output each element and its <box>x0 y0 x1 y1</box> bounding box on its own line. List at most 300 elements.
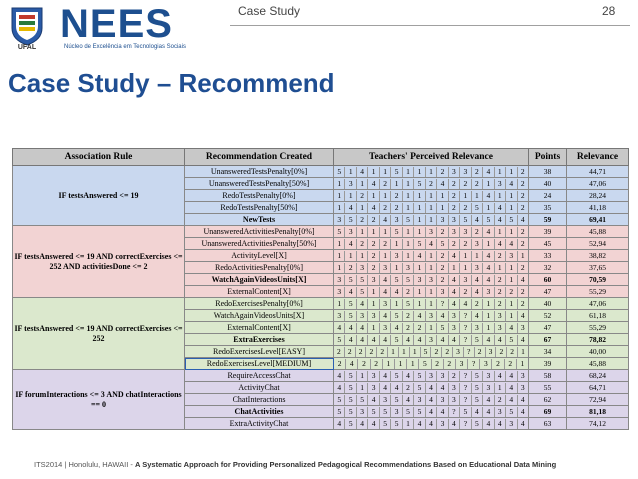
teacher-rating: 1 <box>426 215 437 225</box>
points-cell: 40 <box>529 178 567 190</box>
teacher-rating: 5 <box>414 179 425 189</box>
footer <box>34 460 556 469</box>
teacher-rating: 1 <box>368 191 379 201</box>
recommendation-cell: RedoTestsPenalty[50%] <box>185 202 334 214</box>
teacher-rating: 1 <box>495 263 506 273</box>
teacher-ratings-cell <box>334 382 529 394</box>
teacher-rating: 1 <box>414 227 425 237</box>
teacher-rating: 4 <box>391 323 402 333</box>
teacher-rating: 5 <box>345 215 356 225</box>
points-cell: 35 <box>529 202 567 214</box>
relevance-cell: 55,29 <box>567 322 629 334</box>
teacher-rating: 4 <box>520 214 525 224</box>
teacher-rating: 5 <box>403 407 414 417</box>
teacher-rating: 2 <box>520 190 525 200</box>
teacher-rating: 1 <box>506 311 517 321</box>
teacher-rating: 1 <box>495 191 506 201</box>
teacher-rating: 4 <box>506 383 517 393</box>
teacher-rating: 5 <box>357 395 368 405</box>
teacher-rating: 2 <box>356 347 367 357</box>
teacher-rating: 2 <box>403 311 414 321</box>
teacher-rating: 5 <box>472 371 483 381</box>
teacher-rating: 4 <box>449 287 460 297</box>
teacher-rating: 1 <box>483 203 494 213</box>
teacher-rating: 5 <box>472 419 483 429</box>
points-cell: 63 <box>529 418 567 430</box>
teacher-rating: 3 <box>391 251 402 261</box>
teacher-rating: ? <box>460 335 471 345</box>
teacher-rating: 5 <box>334 335 345 345</box>
teacher-rating: 3 <box>456 359 468 369</box>
teacher-rating: 4 <box>426 419 437 429</box>
teacher-rating: 2 <box>366 347 377 357</box>
teacher-rating: 2 <box>426 179 437 189</box>
teacher-rating: 1 <box>460 251 471 261</box>
teacher-rating: 4 <box>380 287 391 297</box>
teacher-rating: 5 <box>380 419 391 429</box>
teacher-rating: 2 <box>520 178 525 188</box>
teacher-rating: 2 <box>380 179 391 189</box>
teacher-rating: 2 <box>520 166 525 176</box>
teacher-rating: 1 <box>407 359 419 369</box>
recommendation-cell: RequireAccessChat <box>185 370 334 382</box>
points-cell: 59 <box>529 214 567 226</box>
teacher-rating: 5 <box>437 323 448 333</box>
teacher-rating: 4 <box>437 407 448 417</box>
teacher-rating: 3 <box>449 383 460 393</box>
teacher-rating: 1 <box>357 371 368 381</box>
teacher-rating: 1 <box>426 203 437 213</box>
teacher-ratings-cell <box>334 214 529 226</box>
teacher-rating: 1 <box>403 251 414 261</box>
teacher-rating: 2 <box>506 287 517 297</box>
teacher-rating: 5 <box>414 239 425 249</box>
teacher-rating: 4 <box>437 335 448 345</box>
teacher-rating: 3 <box>449 215 460 225</box>
teacher-rating: 3 <box>368 311 379 321</box>
teacher-rating: 2 <box>437 227 448 237</box>
header-divider <box>230 25 630 26</box>
teacher-rating: ? <box>460 383 471 393</box>
teacher-rating: 5 <box>391 227 402 237</box>
teacher-rating: 4 <box>483 407 494 417</box>
teacher-ratings-cell <box>334 334 529 346</box>
teacher-rating: 4 <box>520 394 525 404</box>
teacher-rating: 2 <box>520 262 525 272</box>
teacher-rating: 1 <box>357 227 368 237</box>
teacher-rating: 1 <box>414 167 425 177</box>
teacher-rating: 1 <box>414 299 425 309</box>
teacher-rating: 4 <box>506 179 517 189</box>
teacher-rating: 2 <box>391 191 402 201</box>
teacher-ratings-cell <box>334 238 529 250</box>
teacher-rating: 1 <box>403 419 414 429</box>
teacher-rating: ? <box>460 395 471 405</box>
teacher-rating: 1 <box>357 251 368 261</box>
teacher-rating: 5 <box>334 167 345 177</box>
teacher-rating: 1 <box>380 251 391 261</box>
teacher-rating: 2 <box>460 287 471 297</box>
teacher-rating: 1 <box>495 227 506 237</box>
teacher-rating: 4 <box>414 251 425 261</box>
teacher-rating: 5 <box>472 395 483 405</box>
teacher-rating: 5 <box>483 215 494 225</box>
teacher-rating: 3 <box>391 215 402 225</box>
header-relevance: Relevance <box>567 149 629 166</box>
teacher-rating: 4 <box>472 287 483 297</box>
teacher-rating: 1 <box>380 167 391 177</box>
header-points: Points <box>529 149 567 166</box>
teacher-rating: 4 <box>483 167 494 177</box>
teacher-rating: 4 <box>472 215 483 225</box>
header-recommendation-created: Recommendation Created <box>185 149 334 166</box>
teacher-rating: 2 <box>357 191 368 201</box>
teacher-rating: 5 <box>506 215 517 225</box>
recommendation-cell: ExtraExercises <box>185 334 334 346</box>
points-cell: 55 <box>529 382 567 394</box>
relevance-cell: 28,24 <box>567 190 629 202</box>
teacher-rating: 1 <box>334 239 345 249</box>
teacher-rating: 4 <box>460 299 471 309</box>
points-cell: 32 <box>529 262 567 274</box>
teacher-rating: 2 <box>358 359 370 369</box>
teacher-rating: 3 <box>520 382 525 392</box>
teacher-rating: 2 <box>368 263 379 273</box>
teacher-rating: 3 <box>480 359 492 369</box>
recommendation-cell: RedoExercisesLevel[EASY] <box>185 346 334 358</box>
points-cell: 45 <box>529 238 567 250</box>
teacher-rating: 2 <box>472 299 483 309</box>
teacher-rating: 1 <box>391 263 402 273</box>
teacher-rating: 2 <box>460 203 471 213</box>
teacher-rating: 2 <box>520 238 525 248</box>
teacher-rating: 4 <box>437 179 448 189</box>
ufal-logo-icon <box>8 6 46 46</box>
teacher-rating: 3 <box>426 371 437 381</box>
teacher-rating: 3 <box>426 227 437 237</box>
teacher-rating: 4 <box>495 239 506 249</box>
teacher-rating: 1 <box>506 299 517 309</box>
teacher-rating: ? <box>460 311 471 321</box>
teacher-rating: 4 <box>334 323 345 333</box>
teacher-rating: 2 <box>496 347 507 357</box>
teacher-rating: 4 <box>520 334 525 344</box>
teacher-rating: 1 <box>414 263 425 273</box>
teacher-rating: 2 <box>403 383 414 393</box>
teacher-rating: 2 <box>495 395 506 405</box>
teacher-rating: 1 <box>414 287 425 297</box>
teacher-rating: 4 <box>380 311 391 321</box>
teacher-rating: 1 <box>368 323 379 333</box>
teacher-rating: 3 <box>495 311 506 321</box>
teacher-rating: 5 <box>380 407 391 417</box>
teacher-ratings-cell <box>334 190 529 202</box>
teacher-rating: 1 <box>521 346 525 356</box>
teacher-rating: 2 <box>432 359 444 369</box>
relevance-cell: 72,94 <box>567 394 629 406</box>
teacher-rating: 1 <box>368 227 379 237</box>
teacher-ratings-cell <box>334 202 529 214</box>
teacher-rating: 4 <box>495 335 506 345</box>
teacher-rating: 1 <box>345 251 356 261</box>
teacher-rating: 2 <box>431 347 442 357</box>
teacher-rating: 1 <box>380 227 391 237</box>
teacher-rating: 4 <box>520 274 525 284</box>
teacher-rating: 3 <box>437 371 448 381</box>
teacher-rating: 1 <box>357 179 368 189</box>
teacher-rating: 3 <box>357 311 368 321</box>
teacher-rating: 1 <box>483 311 494 321</box>
teacher-rating: 2 <box>334 347 345 357</box>
teacher-rating: 1 <box>403 239 414 249</box>
teacher-rating: 1 <box>506 275 517 285</box>
teacher-rating: 5 <box>345 311 356 321</box>
recommendation-cell: RedoExercisesLevel[MEDIUM] <box>185 358 334 370</box>
teacher-rating: 1 <box>345 167 356 177</box>
teacher-rating: 1 <box>426 251 437 261</box>
teacher-rating: 4 <box>380 335 391 345</box>
association-rule-cell: IF forumInteractions <= 3 AND chatInteractions == 0 <box>13 370 185 430</box>
teacher-rating: 3 <box>414 275 425 285</box>
teacher-rating: 4 <box>334 371 345 381</box>
teacher-ratings-cell <box>334 406 529 418</box>
teacher-rating: 2 <box>472 227 483 237</box>
teacher-rating: 4 <box>520 310 525 320</box>
teacher-rating: 4 <box>449 275 460 285</box>
relevance-cell: 74,12 <box>567 418 629 430</box>
slide-topic: Case Study <box>238 4 301 18</box>
teacher-ratings-cell <box>334 166 529 178</box>
teacher-ratings-cell <box>334 322 529 334</box>
teacher-rating: 4 <box>472 407 483 417</box>
teacher-rating: 4 <box>483 227 494 237</box>
teacher-rating: 3 <box>495 179 506 189</box>
teacher-rating: 3 <box>437 419 448 429</box>
teacher-rating: 1 <box>391 239 402 249</box>
teacher-rating: 2 <box>495 275 506 285</box>
teacher-rating: 4 <box>483 275 494 285</box>
teacher-rating: 2 <box>403 323 414 333</box>
teacher-rating: 1 <box>483 179 494 189</box>
relevance-cell: 55,29 <box>567 286 629 298</box>
teacher-rating: 1 <box>460 263 471 273</box>
teacher-rating: 3 <box>380 263 391 273</box>
teacher-ratings-cell <box>334 310 529 322</box>
teacher-rating: 1 <box>483 299 494 309</box>
teacher-rating: 2 <box>368 239 379 249</box>
teacher-rating: 1 <box>506 167 517 177</box>
points-cell: 40 <box>529 298 567 310</box>
teacher-rating: ? <box>437 299 448 309</box>
teacher-rating: 5 <box>472 335 483 345</box>
teacher-rating: 3 <box>472 323 483 333</box>
page-number: 28 <box>602 4 616 18</box>
recommendation-cell: ExternalContent[X] <box>185 286 334 298</box>
teacher-rating: 1 <box>334 203 345 213</box>
points-cell: 24 <box>529 190 567 202</box>
teacher-rating: 3 <box>449 311 460 321</box>
teacher-rating: 5 <box>506 407 517 417</box>
teacher-rating: 4 <box>357 299 368 309</box>
teacher-rating: 4 <box>483 335 494 345</box>
teacher-rating: 4 <box>346 359 358 369</box>
teacher-rating: 1 <box>437 191 448 201</box>
teacher-rating: 2 <box>520 202 525 212</box>
teacher-rating: 3 <box>414 395 425 405</box>
relevance-cell: 47,06 <box>567 298 629 310</box>
teacher-rating: 4 <box>380 275 391 285</box>
teacher-rating: 1 <box>368 299 379 309</box>
teacher-rating: 4 <box>495 215 506 225</box>
teacher-rating: 1 <box>426 299 437 309</box>
teacher-rating: 3 <box>460 227 471 237</box>
teacher-rating: 2 <box>495 299 506 309</box>
teacher-rating: 1 <box>403 191 414 201</box>
teacher-rating: 3 <box>472 239 483 249</box>
teacher-rating: 1 <box>483 323 494 333</box>
relevance-cell: 47,06 <box>567 178 629 190</box>
recommendation-cell: ActivityChat <box>185 382 334 394</box>
teacher-ratings-cell <box>334 418 529 430</box>
relevance-cell: 44,71 <box>567 166 629 178</box>
teacher-rating: 4 <box>506 395 517 405</box>
relevance-cell: 37,65 <box>567 262 629 274</box>
teacher-rating: 4 <box>357 335 368 345</box>
teacher-ratings-cell <box>334 370 529 382</box>
points-cell: 58 <box>529 370 567 382</box>
teacher-rating: 1 <box>403 167 414 177</box>
teacher-rating: 1 <box>414 215 425 225</box>
teacher-rating: 4 <box>380 371 391 381</box>
teacher-rating: 1 <box>334 179 345 189</box>
teacher-rating: 2 <box>368 215 379 225</box>
teacher-rating: 3 <box>345 179 356 189</box>
points-cell: 69 <box>529 406 567 418</box>
relevance-cell: 61,18 <box>567 310 629 322</box>
teacher-rating: 5 <box>334 407 345 417</box>
teacher-rating: 2 <box>380 239 391 249</box>
table-row <box>13 298 629 310</box>
footer-venue: ITS2014 | Honolulu, HAWAII - <box>34 460 136 469</box>
teacher-rating: 2 <box>495 287 506 297</box>
teacher-rating: 4 <box>368 179 379 189</box>
recommendation-cell: UnansweredTestsPenalty[0%] <box>185 166 334 178</box>
teacher-rating: 5 <box>460 215 471 225</box>
points-cell: 62 <box>529 394 567 406</box>
table-row <box>13 370 629 382</box>
teacher-rating: 3 <box>380 323 391 333</box>
teacher-rating: 5 <box>345 419 356 429</box>
teacher-rating: 2 <box>442 347 453 357</box>
teacher-rating: 1 <box>403 179 414 189</box>
teacher-rating: 3 <box>368 275 379 285</box>
teacher-rating: 1 <box>403 203 414 213</box>
teacher-rating: 2 <box>472 179 483 189</box>
teacher-rating: 1 <box>391 299 402 309</box>
teacher-rating: 4 <box>483 419 494 429</box>
teacher-rating: 1 <box>437 203 448 213</box>
teacher-rating: 4 <box>357 323 368 333</box>
teacher-rating: 5 <box>345 275 356 285</box>
teacher-ratings-cell <box>334 262 529 274</box>
teacher-rating: 5 <box>368 407 379 417</box>
nees-subtitle: Núcleo de Excelência em Tecnologias Sociais <box>64 44 186 50</box>
teacher-ratings-cell <box>334 286 529 298</box>
teacher-rating: 4 <box>368 395 379 405</box>
teacher-rating: 2 <box>380 203 391 213</box>
teacher-rating: 3 <box>449 167 460 177</box>
teacher-rating: 1 <box>506 203 517 213</box>
teacher-rating: 3 <box>483 287 494 297</box>
teacher-rating: 4 <box>483 395 494 405</box>
teacher-rating: 2 <box>449 371 460 381</box>
teacher-rating: 5 <box>345 383 356 393</box>
teacher-rating: 5 <box>345 395 356 405</box>
teacher-rating: 4 <box>426 239 437 249</box>
teacher-rating: 2 <box>391 203 402 213</box>
points-cell: 47 <box>529 286 567 298</box>
teacher-rating: 3 <box>345 227 356 237</box>
points-cell: 47 <box>529 322 567 334</box>
teacher-rating: 5 <box>357 287 368 297</box>
teacher-ratings-cell <box>334 178 529 190</box>
teacher-rating: 3 <box>449 227 460 237</box>
teacher-rating: 2 <box>460 239 471 249</box>
teacher-rating: 2 <box>414 323 425 333</box>
teacher-rating: 4 <box>495 371 506 381</box>
teacher-rating: 4 <box>449 335 460 345</box>
teacher-rating: 3 <box>460 167 471 177</box>
teacher-rating: ? <box>460 323 471 333</box>
teacher-rating: 3 <box>449 395 460 405</box>
teacher-rating: 4 <box>334 383 345 393</box>
teacher-rating: 4 <box>495 203 506 213</box>
teacher-rating: 5 <box>391 335 402 345</box>
teacher-rating: 3 <box>334 215 345 225</box>
teacher-rating: 2 <box>475 347 486 357</box>
recommendation-cell: UnansweredTestsPenalty[50%] <box>185 178 334 190</box>
teacher-rating: 3 <box>334 275 345 285</box>
teacher-rating: 3 <box>506 419 517 429</box>
teacher-rating: 1 <box>368 167 379 177</box>
teacher-rating: 3 <box>380 395 391 405</box>
teacher-rating: 5 <box>345 299 356 309</box>
recommendation-cell: RedoTestsPenalty[0%] <box>185 190 334 202</box>
teacher-rating: 1 <box>414 203 425 213</box>
teacher-rating: 4 <box>520 406 525 416</box>
teacher-rating: 5 <box>345 371 356 381</box>
points-cell: 60 <box>529 274 567 286</box>
teacher-rating: 1 <box>334 191 345 201</box>
nees-logo-text: NEES <box>60 2 173 46</box>
teacher-rating: 4 <box>449 251 460 261</box>
teacher-ratings-cell <box>334 250 529 262</box>
teacher-rating: 5 <box>414 383 425 393</box>
teacher-rating: 5 <box>403 215 414 225</box>
teacher-rating: 4 <box>449 299 460 309</box>
recommendation-cell: WatchAgainVideosUnits[X] <box>185 274 334 286</box>
teacher-rating: 4 <box>380 215 391 225</box>
teacher-rating: 1 <box>399 347 410 357</box>
teacher-rating: 4 <box>345 323 356 333</box>
teacher-rating: 1 <box>495 383 506 393</box>
teacher-rating: 1 <box>334 263 345 273</box>
teacher-rating: 1 <box>410 347 421 357</box>
relevance-cell: 45,88 <box>567 226 629 238</box>
teacher-rating: 4 <box>520 418 525 428</box>
teacher-rating: 2 <box>437 275 448 285</box>
teacher-rating: 4 <box>345 335 356 345</box>
